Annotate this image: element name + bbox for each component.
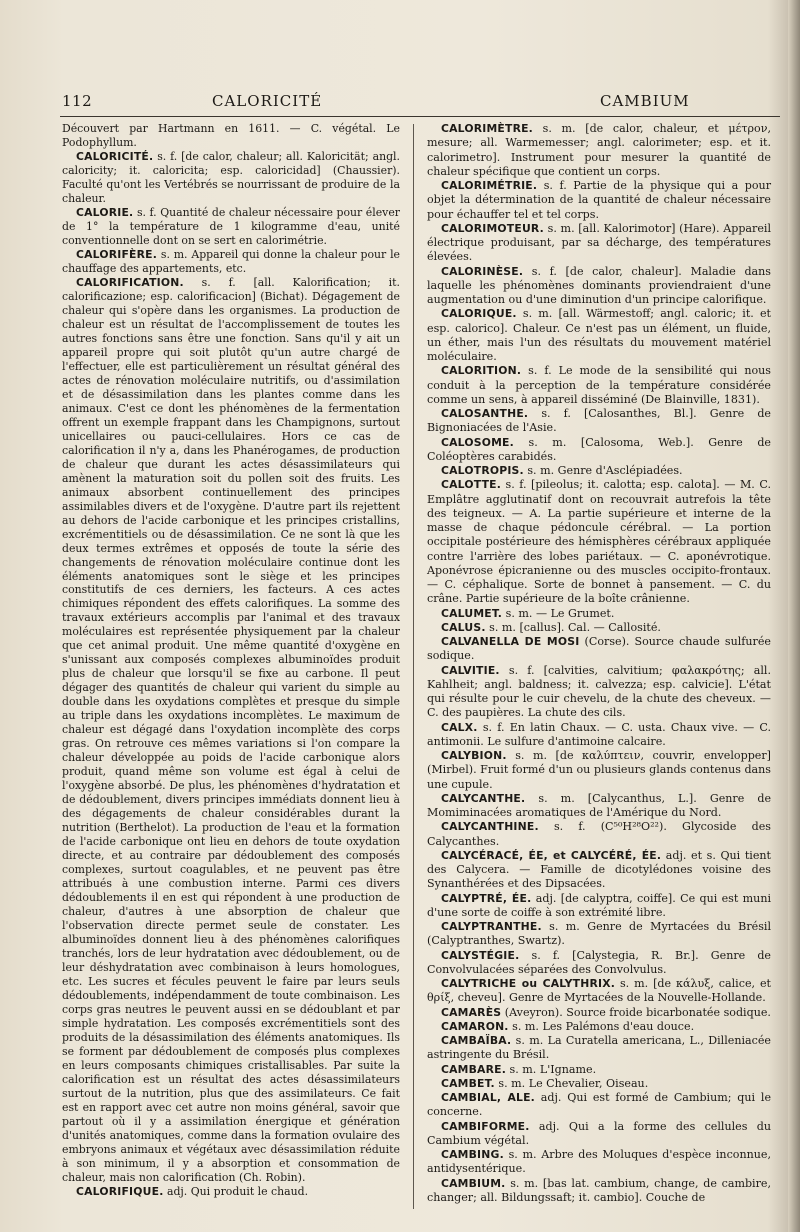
entry-headword: CALORIQUE. [441,307,517,321]
entry-headword: CALORINÈSE. [441,264,524,278]
dictionary-entry [62,206,400,248]
entry-headword: CALYBION. [441,749,507,762]
entry-headword: CALOSANTHE. [441,407,529,420]
running-header [62,92,780,112]
entry-headword: CAMARON. [441,1019,509,1033]
dictionary-entry [427,1177,771,1206]
dictionary-entry [427,1020,771,1034]
dictionary-entry [427,1077,771,1091]
dictionary-entry [427,1006,771,1020]
entry-definition: s. f. [Calystegia, R. Br.]. Genre de Convolvulacées séparées des Convolvulus. [427,948,771,976]
dictionary-entry [427,407,771,436]
dictionary-entry [427,892,771,921]
entry-headword: CAMBIFORME. [441,1119,530,1133]
entry-definition: adj. et s. Qui tient des Calycera. — Famille de dicotylédones voisine des Synanthérées et des Dipsacées. [427,848,771,891]
entry-definition: s. m. [bas lat. cambium, change, de cambire, changer; all. Bildungssaft; it. cambio]. Couche de [427,1176,772,1204]
dictionary-entry [427,721,771,750]
header-left-title: CALORICITÉ [212,92,323,110]
dictionary-entry [62,1185,400,1199]
page-edge-shadow [788,0,800,1232]
dictionary-entry [427,635,771,664]
entry-definition: s. m. Genre d'Asclépiadées. [527,464,683,477]
entry-definition: s. m. [Calycanthus, L.]. Genre de Momiminacées aromatiques de l'Amérique du Nord. [427,791,772,819]
dictionary-entry [427,664,771,721]
entry-definition: s. m. Genre de Myrtacées du Brésil (Calyptranthes, Swartz). [427,920,771,948]
entry-headword: CALX. [441,720,478,734]
entry-definition: s. m. [de κάλυξ, calice, et θρίξ, cheveu]. Genre de Myrtacées de la Nouvelle-Hollande. [427,977,771,1005]
dictionary-entry [427,849,771,892]
entry-definition: (Aveyron). Source froide bicarbonatée sodique. [504,1005,771,1019]
header-right-title: CAMBIUM [600,92,690,110]
entry-headword: CALYSTÉGIE. [441,948,520,962]
entry-definition: s. f. [calvities, calvitium; φαλακρότης; all. Kahlheit; angl. baldness; it. calvezza; esp. calvicie]. L'état qui résulte pour le cuir chevelu, de la chute des cheveux. — C. des paupières. La chute des cils. [427,663,771,720]
entry-headword: CALORIMÈTRE. [441,122,533,135]
entry-definition: s. m. [all. Wärmestoff; angl. caloric; it. et esp. calorico]. Chaleur. Ce n'est pas un élément, un fluide, un éther, mais l'un des résultats du mouvement matériel moléculaire. [427,307,771,363]
entry-headword: CALUMET. [441,606,503,620]
dictionary-entry [427,478,771,606]
column-separator [413,124,414,1209]
entry-headword: CALVITIE. [441,663,500,677]
dictionary-entry [427,307,771,364]
entry-definition: s. m. [callus]. Cal. — Callosité. [489,620,661,634]
entry-definition: s. m. [all. Kalorimotor] (Hare). Appareil électrique produisant, par sa décharge, des températures élevées. [427,221,772,264]
dictionary-entry [62,276,400,1185]
entry-headword: CAMARÈS [441,1005,502,1019]
entry-headword: CALUS. [441,620,486,634]
dictionary-entry [427,1120,771,1149]
entry-headword: CALYTRICHE ou CALYTHRIX. [441,977,616,990]
entry-definition: adj. [de calyptra, coiffe]. Ce qui est muni d'une sorte de coiffe à son extrémité libre. [427,891,772,919]
entry-headword: CALORIMOTEUR. [441,221,544,235]
entry-definition: s. m. Le Chevalier, Oiseau. [498,1076,649,1090]
dictionary-entry [427,1148,771,1177]
entry-definition: s. f. (C⁵⁰H²⁸O²²). Glycoside des Calycanthes. [427,820,771,848]
entry-definition: s. m. — Le Grumet. [505,606,615,620]
entry-definition: s. f. Quantité de chaleur nécessaire pour élever de 1° la température de 1 kilogramme d'eau, unité conventionnelle dont on se sert en calorimétrie. [62,205,400,247]
entry-headword: CAMBIUM. [441,1176,506,1190]
dictionary-entry [427,949,771,978]
dictionary-entry [427,607,771,621]
entry-definition: s. f. En latin Chaux. — C. usta. Chaux vive. — C. antimonii. Le sulfure d'antimoine calcaire. [427,720,771,748]
entry-headword: CALOTROPIS. [441,464,524,477]
entry-definition: Découvert par Hartmann en 1611. — C. végétal. Le Podophyllum. [62,122,400,149]
dictionary-entry [427,749,771,792]
entry-headword: CAMBIAL, ALE. [441,1091,535,1104]
page-number: 112 [62,92,93,110]
dictionary-entry [427,122,771,179]
entry-definition: adj. Qui a la forme des cellules du Cambium végétal. [427,1119,771,1147]
entry-headword: CALYPTRÉ, ÉE. [441,891,532,905]
entry-definition: s. m. [Calosoma, Web.]. Genre de Coléoptères carabidés. [427,435,771,463]
dictionary-entry [427,1063,771,1077]
dictionary-entry [62,122,400,150]
entry-definition: s. f. [de calor, chaleur; all. Kaloricität; angl. caloricity; it. caloricita; esp. caloricidad] (Chaussier). Faculté qu'ont les Vertébrés se nourrissant de produire de la chaleur. [62,149,401,205]
entry-headword: CALVANELLA DE MOSI [441,635,580,648]
entry-definition: s. m. L'Igname. [509,1062,597,1076]
entry-headword: CALORIFICATION. [76,275,184,289]
dictionary-entry [427,1091,771,1120]
entry-headword: CAMBET. [441,1076,495,1090]
dictionary-entry [62,150,400,206]
entry-headword: CALYCANTHE. [441,791,526,805]
entry-definition: s. f. Partie de la physique qui a pour objet la détermination de la quantité de chaleur nécessaire pour échauffer tel et tel corps. [427,179,771,221]
entry-headword: CALORIE. [76,205,134,219]
entry-definition: s. f. Le mode de la sensibilité qui nous conduit à la perception de la température considérée comme un sens, à appareil disséminé (De Blainville, 1831). [427,364,771,406]
dictionary-entry [427,977,771,1006]
dictionary-entry [427,1034,771,1063]
entry-headword: CALORIFIQUE. [76,1184,164,1198]
dictionary-entry [427,265,771,308]
entry-definition: s. m. Les Palémons d'eau douce. [512,1019,695,1033]
dictionary-entry [427,820,771,849]
dictionary-entry [62,248,400,276]
entry-definition: s. f. [pileolus; it. calotta; esp. calota]. — M. C. Emplâtre agglutinatif dont on recouvrait autrefois la tête des teigneux. — A. La partie supérieure et interne de la masse de chaque pédoncule cérébral. — La portion occipitale postérieure des hémisphères cérébraux appliquée contre l'arrière des lobes pariétaux. — C. aponévrotique. Aponévrose épicranienne ou des muscles occipito-frontaux. — C. céphalique. Sorte de bonnet à pansement. — C. du crâne. Partie supérieure de la boîte crânienne. [427,478,771,606]
entry-headword: CALORIFÈRE. [76,247,158,261]
right-column [427,122,771,1205]
entry-definition: (Corse). Source chaude sulfurée sodique. [427,635,771,663]
entry-definition: s. f. [all. Kalorification; it. calorificazione; esp. calorificacion] (Bichat). Dégagement de chaleur qui s'opère dans les organismes. La production de chaleur est un résultat de l'accomplissement de toutes les autres fonctions sans être une fonction. Sans qu'il y ait un appareil propre qui soit plutôt qu'un autre chargé de l'effectuer, elle est particulièrement un résultat général des actes de rénovation moléculaire nutritifs, ou d'assimilation et de désassimilation dans les plantes comme dans les animaux. C'est ce dont les phénomènes de la fermentation offrent un exemple frappant dans les Champignons, surtout unicellaires ou pauci-cellulaires. Hors ce cas de calorification il n'y a, dans les Phanérogames, de production de chaleur que durant les actes désassimilateurs qui amènent la maturation soit du pollen soit des fruits. Les animaux absorbent continuellement des principes assimilables divers et de l'oxygène. D'autre part ils rejettent au dehors de l'acide carbonique et les principes cristallins, excrémentitiels ou de désassimilation. Ce ne sont là que les deux termes extrêmes et opposés de toute la série des changements de rénovation moléculaire continue dont les éléments anatomiques sont le siège et les principes constitutifs de ces derniers, les facteurs. A ces actes chimiques répondent des effets calorifiques. La somme des travaux extérieurs accomplis par l'animal et des travaux moléculaires est représentée physiquement par la chaleur que cet animal produit. Une même quantité d'oxygène en s'unissant aux composés complexes albuminoïdes produit plus de chaleur que lorsqu'il se fixe au carbone. Il peut dégager des quantités de chaleur qui varient du simple au double dans les oxydations complètes et presque du simple au triple dans les oxydations incomplètes. Le maximum de chaleur est dégagé dans l'oxydation incomplète des corps gras. On retrouve ces mêmes variations si l'on compare la chaleur développée au poids de l'acide carbonique alors produit, quand même son volume est égal à celui de l'oxygène absorbé. De plus, les phénomènes d'hydratation et de dédoublement, divers principes immédiats donnent lieu à des dégagements de chaleur considérables durant la nutrition (Berthelot). La production de l'eau et la formation de l'acide carbonique ont lieu en dehors de toute oxydation directe, et au contraire par dédoublement des composés complexes, surtout coagulables, et ne peuvent pas être attribués à une combustion interne. Parmi ces divers dédoublements il en est qui répondent à une production de chaleur, d'autres à une absorption de chaleur que l'observation directe permet seule de constater. Les albuminoïdes donnent lieu à des phénomènes calorifiques tranchés, lors de leur hydratation avec dédoublement, ou de leur déshydratation avec combinaison à leurs homologues, etc. Les sucres et fécules peuvent le faire par leurs seuls dédoublements, indépendamment de toute combinaison. Les corps gras neutres le peuvent aussi en se dédoublant et par simple hydratation. Les composés excrémentitiels sont des produits de la désassimilation des éléments anatomiques. Ils se forment par dédoublement de composés plus complexes en leurs composants chimiques cristallisables. Par suite la calorification est un résultat des actes désassimilateurs surtout de la nutrition, plus que des assimilateurs. Ce fait est en rapport avec cet autre non moins général, savoir que partout où il y a assimilation énergique et génération d'unités anatomiques, comme dans la formation ovulaire des embryons animaux et végétaux avec désassimilation réduite à son minimum, il y a absorption et consommation de chaleur, mais non calorification (Ch. Robin). [62,275,400,1184]
left-column [62,122,400,1199]
dictionary-entry [427,179,771,222]
entry-definition: s. m. Appareil qui donne la chaleur pour le chauffage des appartements, etc. [62,247,400,275]
entry-definition: s. m. [de calor, chaleur, et μέτρον, mesure; all. Warmemesser; angl. calorimeter; esp. et it. calorimetro]. Instrument pour mesurer la quantité de chaleur spécifique que contient un corps. [427,122,771,178]
dictionary-entry [427,464,771,478]
entry-headword: CAMBING. [441,1148,504,1161]
entry-headword: CALORIMÉTRIE. [441,179,538,192]
entry-definition: adj. Qui produit le chaud. [166,1184,309,1198]
dictionary-entry [427,364,771,407]
entry-definition: s. f. [de calor, chaleur]. Maladie dans laquelle les phénomènes dominants proviendraient d'une augmentation ou d'une diminution d'un principe calorifique. [427,264,771,306]
entry-headword: CAMBAÏBA. [441,1034,512,1047]
dictionary-entry [427,621,771,635]
entry-headword: CALYCÉRACÉ, ÉE, et CALYCÉRÉ, ÉE. [441,848,662,862]
dictionary-entry [427,792,771,821]
entry-headword: CALYPTRANTHE. [441,920,542,933]
dictionary-entry [427,920,771,949]
entry-headword: CALORITION. [441,364,522,378]
header-rule [60,116,780,117]
entry-definition: s. m. [de καλύπτειν, couvrir, envelopper] (Mirbel). Fruit formé d'un ou plusieurs glands contenus dans une cupule. [427,749,772,791]
dictionary-entry [427,436,771,465]
entry-headword: CAMBARE. [441,1062,507,1076]
entry-headword: CALOSOME. [441,435,514,449]
entry-headword: CALOTTE. [441,478,502,492]
entry-definition: s. m. La Curatella americana, L., Dilleniacée astringente du Brésil. [427,1034,771,1062]
entry-definition: s. f. [Calosanthes, Bl.]. Genre de Bignoniacées de l'Asie. [427,407,771,435]
entry-headword: CALYCANTHINE. [441,820,539,834]
entry-definition: s. m. Arbre des Moluques d'espèce inconnue, antidysentérique. [427,1148,771,1176]
dictionary-entry [427,222,771,265]
entry-headword: CALORICITÉ. [76,149,154,163]
entry-definition: adj. Qui est formé de Cambium; qui le concerne. [427,1091,772,1119]
